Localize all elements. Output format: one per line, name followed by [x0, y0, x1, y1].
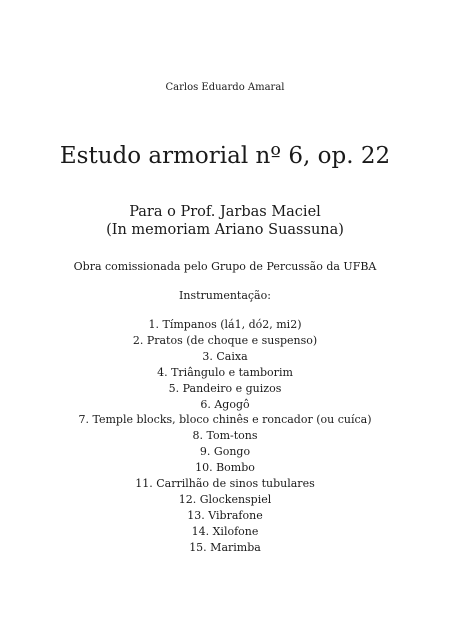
instrument-item: 3. Caixa: [202, 349, 248, 363]
instrument-item: 5. Pandeiro e guizos: [168, 381, 282, 395]
instrument-item: 14. Xilofone: [191, 524, 259, 538]
instrument-list: [0, 317, 450, 556]
instrument-item: 2. Pratos (de choque e suspenso): [132, 333, 318, 347]
dedication: [0, 203, 450, 239]
instrument-item: 13. Vibrafone: [187, 508, 263, 522]
dedication-line-1: Para o Prof. Jarbas Maciel: [129, 204, 321, 220]
instrument-item: 9. Gongo: [199, 445, 251, 459]
instrument-item: 8. Tom-tons: [192, 429, 258, 443]
dedication-line-2: (In memoriam Ariano Suassuna): [106, 222, 344, 238]
instrument-item: 15. Marimba: [189, 540, 261, 554]
instrumentation-heading: Instrumentação:: [179, 289, 271, 302]
instrument-item: 7. Temple blocks, bloco chinês e roncador (ou cuíca): [78, 413, 372, 427]
composer-name: Carlos Eduardo Amaral: [165, 82, 285, 93]
instrument-item: 12. Glockenspiel: [178, 492, 272, 506]
instrument-item: 4. Triângulo e tamborim: [157, 365, 293, 379]
instrument-item: 11. Carrilhão de sinos tubulares: [135, 477, 315, 491]
instrument-item: 1. Tímpanos (lá1, dó2, mi2): [148, 318, 302, 331]
instrument-item: 10. Bombo: [195, 461, 255, 475]
commission-note: Obra comissionada pelo Grupo de Percussão da UFBA: [73, 260, 377, 273]
work-title: Estudo armorial nº 6, op. 22: [59, 143, 391, 169]
instrument-item: 6. Agogô: [200, 397, 250, 411]
